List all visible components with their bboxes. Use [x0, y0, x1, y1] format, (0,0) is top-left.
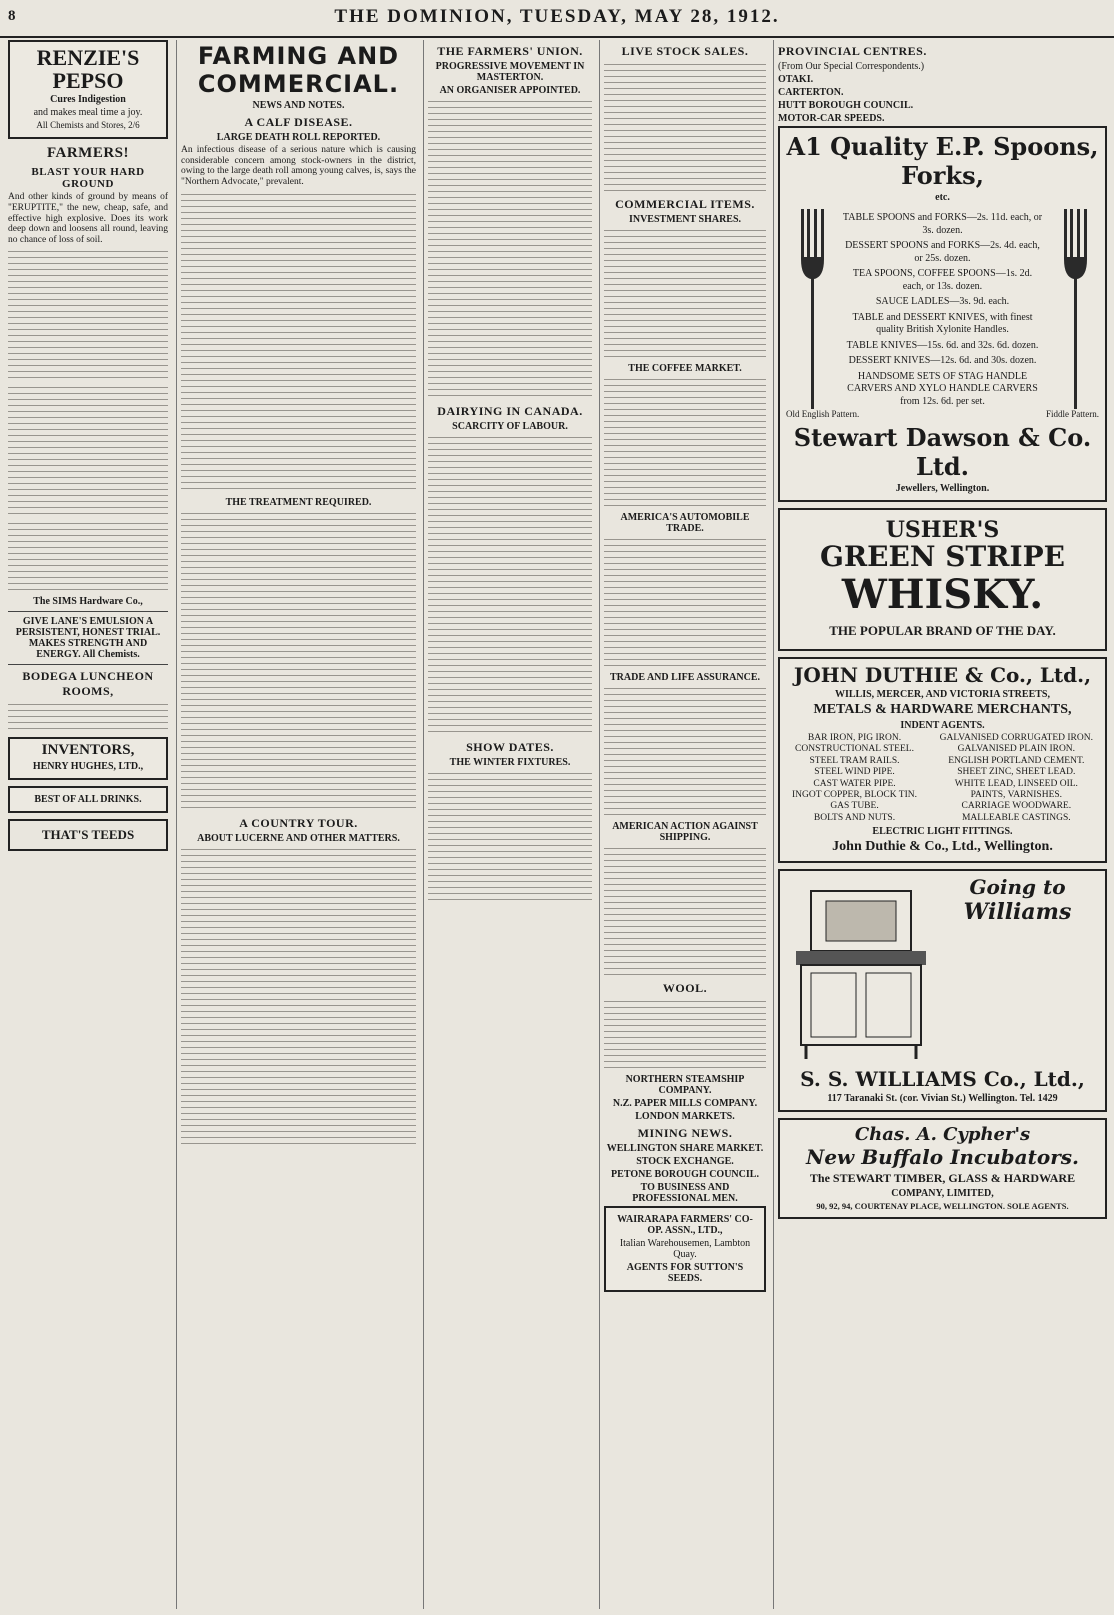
indent-agents: INDENT AGENTS.	[900, 719, 985, 731]
dairying-head: DAIRYING IN CANADA.	[437, 404, 583, 418]
country-head: A COUNTRY TOUR.	[239, 815, 358, 830]
london-head: LONDON MARKETS.	[635, 1111, 735, 1122]
ep-spoons-ad	[778, 126, 1107, 502]
wellington-share-head: WELLINGTON SHARE MARKET.	[606, 1143, 764, 1154]
renzie-ad	[8, 40, 168, 139]
duthie-footer: John Duthie & Co., Ltd., Wellington.	[832, 839, 1053, 855]
jewellers-label: Jewellers, Wellington.	[895, 483, 990, 494]
ep-etc: etc.	[935, 192, 950, 203]
calf-text	[181, 191, 416, 491]
business-head: TO BUSINESS AND PROFESSIONAL MEN.	[632, 1182, 738, 1204]
renzie-price: All Chemists and Stores, 2/6	[36, 120, 140, 131]
antitrust-head: AMERICAN ACTION AGAINST SHIPPING.	[612, 821, 758, 843]
investment-text	[604, 227, 766, 357]
calf-head: A CALF DISEASE.	[244, 115, 353, 129]
american-text	[604, 536, 766, 666]
petone-head: PETONE BOROUGH COUNCIL.	[611, 1169, 759, 1180]
williams-label: Williams	[963, 899, 1072, 926]
williams-ad	[778, 869, 1107, 1112]
livestock-text	[604, 61, 766, 191]
sideboard-icon	[786, 881, 936, 1061]
bodega-ad: BODEGA LUNCHEON ROOMS,	[22, 669, 154, 699]
calf-body: An infectious disease of a serious nature which is causing considerable concern among stock-owners in the district, owing to the large death roll among young calves, is, says the "Northern Advocate," prevalent.	[181, 145, 416, 187]
calf-sub: LARGE DEATH ROLL REPORTED.	[216, 132, 381, 143]
farmers-head: FARMERS!	[46, 145, 130, 162]
stewart-dawson-title: Stewart Dawson & Co. Ltd.	[793, 423, 1092, 481]
livestock-head: LIVE STOCK SALES.	[621, 44, 749, 58]
conveyances-text	[8, 384, 168, 514]
country-text	[181, 846, 416, 1146]
column-4	[599, 40, 770, 1609]
newspaper-title: THE DOMINION, TUESDAY, MAY 28, 1912.	[334, 6, 780, 27]
column-5	[773, 40, 1111, 1609]
union-text	[428, 98, 592, 398]
treatment-head: THE TREATMENT REQUIRED.	[225, 496, 372, 508]
electric-fittings: ELECTRIC LIGHT FITTINGS.	[872, 826, 1013, 838]
cypher-ad	[778, 1118, 1107, 1219]
trade-text	[604, 685, 766, 815]
inventors-ad: INVENTORS, HENRY HUGHES, LTD.,	[8, 737, 168, 780]
fork-icon	[793, 209, 829, 409]
incandescent-text	[8, 520, 168, 590]
williams-company: S. S. WILLIAMS Co., Ltd.,	[800, 1067, 1085, 1092]
duthie-ad	[778, 657, 1107, 863]
renzie-title: RENZIE'S PEPSO	[36, 45, 140, 94]
section-title: FARMING AND COMMERCIAL.	[197, 42, 400, 98]
wairarapa-ad: WAIRARAPA FARMERS' CO-OP. ASSN., LTD., Italian Warehousemen, Lambton Quay. AGENTS FOR SUTTON'S SEEDS.	[604, 1206, 766, 1292]
page-number: 8	[8, 8, 16, 24]
lanes-ad: GIVE LANE'S EMULSION A PERSISTENT, HONEST TRIAL. MAKES STRENGTH AND ENERGY. All Chemists.	[15, 616, 161, 661]
union-head: THE FARMERS' UNION.	[437, 44, 583, 58]
show-text	[428, 770, 592, 900]
going-to: Going to	[969, 875, 1066, 900]
fiddle-label: Fiddle Pattern.	[1046, 409, 1099, 419]
motor-head: MOTOR-CAR SPEEDS.	[778, 113, 885, 124]
paper-head: N.Z. PAPER MILLS COMPANY.	[612, 1098, 758, 1109]
renzie-tag1: Cures Indigestion	[50, 94, 126, 106]
country-sub: ABOUT LUCERNE AND OTHER MATTERS.	[197, 832, 400, 844]
metals-merchants: METALS & HARDWARE MERCHANTS,	[813, 701, 1072, 717]
stock-head: STOCK EXCHANGE.	[636, 1156, 734, 1167]
show-head: SHOW DATES.	[466, 740, 554, 754]
news-notes: NEWS AND NOTES.	[252, 100, 345, 111]
fork-icon	[1056, 209, 1092, 409]
wool-text	[604, 998, 766, 1068]
union-sub: PROGRESSIVE MOVEMENT IN MASTERTON.	[435, 61, 585, 83]
antitrust-text	[604, 845, 766, 975]
williams-address: 117 Taranaki St. (cor. Vivian St.) Wellington. Tel. 1429	[827, 1093, 1058, 1105]
duthie-streets: WILLIS, MERCER, AND VICTORIA STREETS,	[835, 688, 1050, 700]
buffalo-title: New Buffalo Incubators.	[806, 1145, 1079, 1170]
green-stripe: GREEN STRIPE	[819, 540, 1066, 574]
old-english-label: Old English Pattern.	[786, 409, 860, 419]
whisky-label: WHISKY.	[841, 570, 1044, 618]
company-limited: COMPANY, LIMITED,	[891, 1188, 994, 1200]
masthead	[0, 0, 1114, 38]
column-3	[423, 40, 596, 1609]
american-head: AMERICA'S AUTOMOBILE TRADE.	[620, 512, 750, 534]
column-1	[4, 40, 172, 1609]
farmers-sub: BLAST YOUR HARD GROUND	[31, 166, 145, 191]
northern-head: NORTHERN STEAMSHIP COMPANY.	[625, 1074, 745, 1096]
teeds-ad: THAT'S TEEDS	[8, 819, 168, 851]
otaki-head: OTAKI.	[778, 74, 814, 85]
wool-head: WOOL.	[662, 981, 708, 995]
bodega-text	[8, 701, 168, 731]
hardware-ad: The SIMS Hardware Co.,	[33, 596, 143, 608]
provincial-head: PROVINCIAL CENTRES.	[778, 44, 927, 58]
ushers-whisky-ad	[778, 508, 1107, 651]
investment-head: INVESTMENT SHARES.	[628, 214, 742, 225]
hutt-head: HUTT BOROUGH COUNCIL.	[778, 100, 914, 111]
ep-price-list: TABLE SPOONS and FORKS—2s. 11d. each, or 3s. dozen. DESSERT SPOONS and FORKS—2s. 4d. each, or 25s. dozen. TEA SPOONS, COFFEE SPOONS—1s. 2d. each, or 13s. dozen. SAUCE LADLES—3s. 9d. each. TABLE and DESSERT KNIVES, with finest quality British Xylonite Handles. TABLE KNIVES—15s. 6d. and 32s. 6d. dozen. DESSERT KNIVES—12s. 6d. and 30s. dozen. HANDSOME SETS OF STAG HANDLE CARVERS AND XYLO HANDLE CARVERS from 12s. 6d. per set.	[842, 212, 1043, 407]
farmers-body: And other kinds of ground by means of "ERUPTITE," the new, cheap, safe, and effective high explosive. Does its work deep down and loosens all round, leaving no chance of loss of soil.	[8, 192, 168, 245]
organiser-head: AN ORGANISER APPOINTED.	[439, 85, 581, 96]
dairying-text	[428, 434, 592, 734]
carterton-head: CARTERTON.	[778, 87, 844, 98]
cypher-name: Chas. A. Cypher's	[854, 1124, 1031, 1146]
coffee-text	[604, 376, 766, 506]
coffee-head: THE COFFEE MARKET.	[628, 363, 742, 374]
duthie-title: JOHN DUTHIE & Co., Ltd.,	[793, 662, 1092, 687]
ep-title: A1 Quality E.P. Spoons, Forks,	[786, 132, 1099, 190]
renzie-tag2: and makes meal time a joy.	[33, 107, 143, 119]
popular-brand: THE POPULAR BRAND OF THE DAY.	[829, 622, 1056, 638]
mining-head: MINING NEWS.	[637, 1126, 733, 1140]
best-drinks-ad: BEST OF ALL DRINKS.	[8, 786, 168, 813]
treatment-text	[181, 510, 416, 810]
stewart-timber: The STEWART TIMBER, GLASS & HARDWARE	[809, 1171, 1076, 1186]
column-2	[176, 40, 420, 1609]
cutlery-illustration	[786, 209, 1099, 409]
ushers-name: USHER'S	[885, 517, 1000, 543]
commercial-head: COMMERCIAL ITEMS.	[615, 197, 755, 211]
duthie-product-list: BAR IRON, PIG IRON. CONSTRUCTIONAL STEEL. STEEL TRAM RAILS. STEEL WIND PIPE. CAST WATER PIPE. INGOT COPPER, BLOCK TIN. GAS TUBE. BOLTS AND NUTS. GALVANISED CORRUGATED IRON. GALVANISED PLAIN IRON. ENGLISH PORTLAND CEMENT. SHEET ZINC, SHEET LEAD. WHITE LEAD, LINSEED OIL. PAINTS, VARNISHES. CARRIAGE WOODWARE. MALLEABLE CASTINGS.	[792, 732, 1093, 823]
scarcity-head: SCARCITY OF LABOUR.	[452, 421, 568, 432]
classified-ads-text	[8, 248, 168, 378]
courtenay-address: 90, 92, 94, COURTENAY PLACE, WELLINGTON. SOLE AGENTS.	[816, 1201, 1069, 1212]
winter-head: THE WINTER FIXTURES.	[449, 757, 571, 768]
provincial-sub: (From Our Special Correspondents.)	[778, 61, 925, 72]
trade-head: TRADE AND LIFE ASSURANCE.	[609, 672, 761, 683]
